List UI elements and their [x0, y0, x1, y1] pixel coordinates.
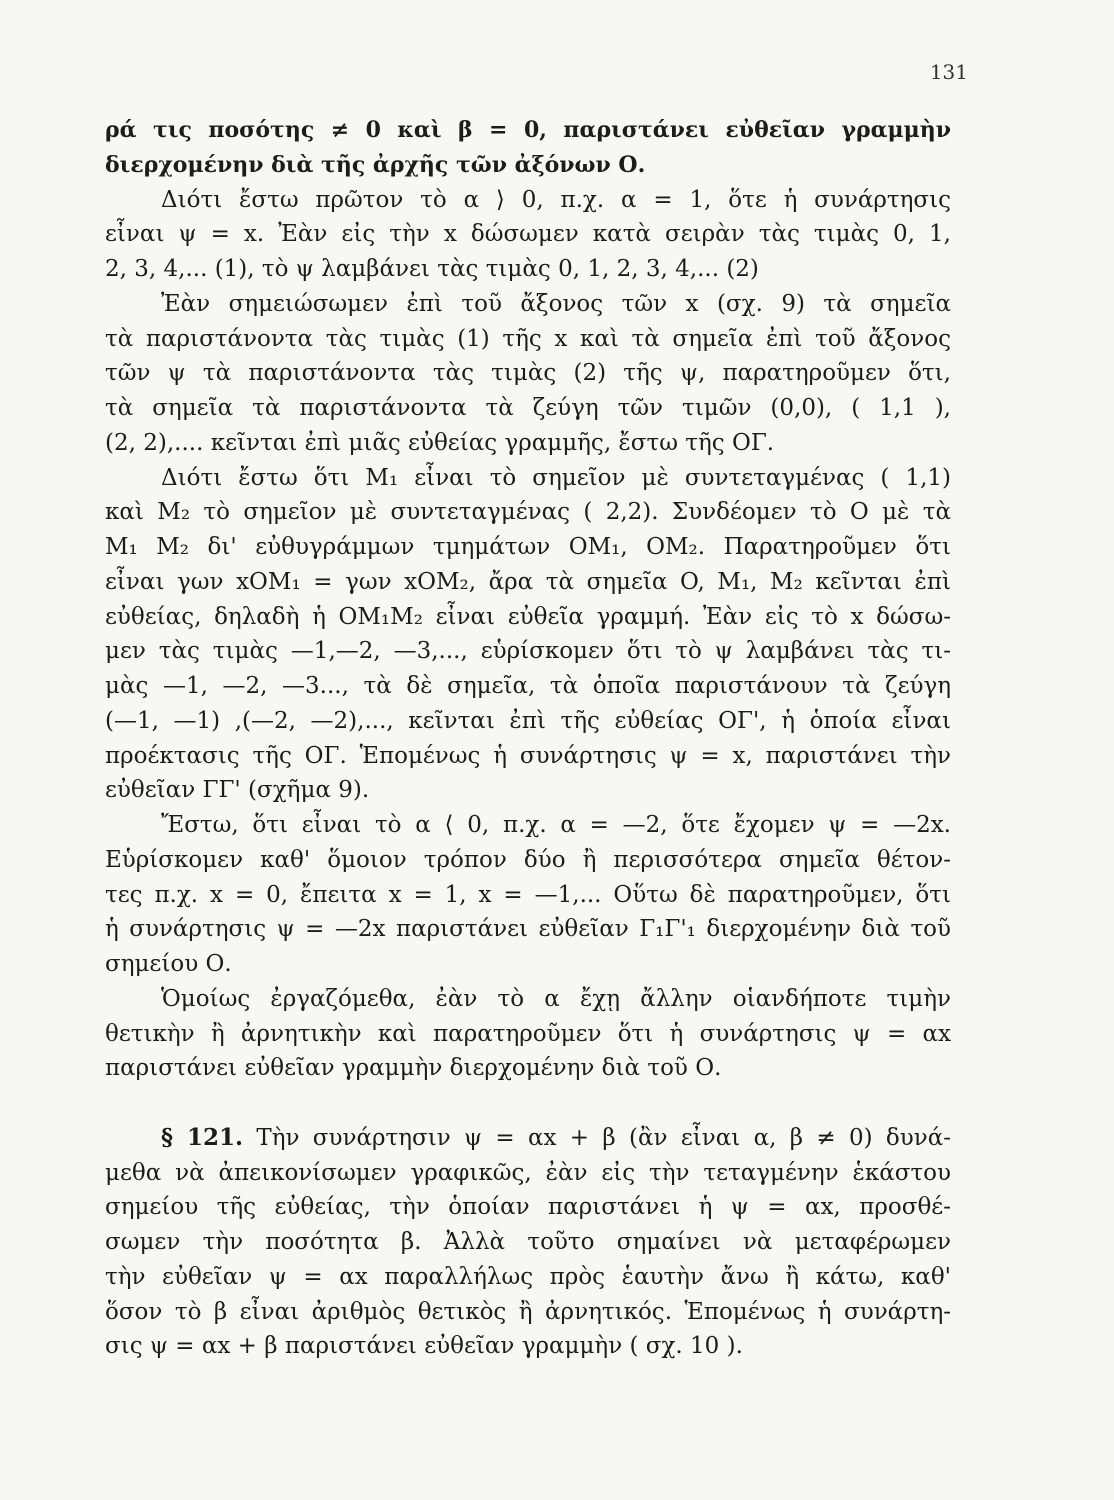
text-line: εἶναι ψ = x. Ἐὰν εἰς τὴν x δώσωμεν κατὰ σειρὰν τὰς τιμὰς 0, 1,: [105, 221, 951, 248]
text-line: (—1, —1) ,(—2, —2),..., κεῖνται ἐπὶ τῆς εὐθείας ΟΓ', ἡ ὁποία εἶναι: [105, 707, 951, 734]
text-line: M₁ M₂ δι' εὐθυγράμμων τμημάτων OM₁, OM₂. Παρατηροῦμεν ὅτι: [105, 534, 951, 560]
text-line: σημείου Ο.: [105, 951, 232, 977]
text-line: 2, 3, 4,... (1), τὸ ψ λαμβάνει τὰς τιμὰς 0, 1, 2, 3, 4,... (2): [105, 256, 759, 282]
paragraph-negative-case: [105, 808, 951, 982]
text-line: Ὁμοίως ἐργαζόμεθα, ἐὰν τὸ α ἔχῃ ἄλλην οἱανδήποτε τιμὴν: [161, 985, 951, 1012]
text-line: σημείου τῆς εὐθείας, τὴν ὁποίαν παριστάνει ἡ ψ = αx, προσθέ-: [105, 1194, 951, 1221]
text-line: σις ψ = αx + β παριστάνει εὐθεῖαν γραμμὴν ( σχ. 10 ).: [105, 1333, 743, 1360]
text-line: παριστάνει εὐθεῖαν γραμμὴν διερχομένην διὰ τοῦ Ο.: [105, 1055, 722, 1082]
paragraph-positive-case: [105, 183, 951, 287]
section-spacer: [105, 1086, 951, 1121]
text-line: μεν τὰς τιμὰς —1,—2, —3,..., εὑρίσκομεν ὅτι τὸ ψ λαμβάνει τὰς τι-: [105, 638, 951, 665]
paragraph-points-on-axes: [105, 287, 951, 461]
paragraph-intro: [105, 113, 951, 183]
paragraph-proof: [105, 461, 951, 809]
text-line: εἶναι γων xOM₁ = γων xOM₂, ἄρα τὰ σημεῖα O, M₁, M₂ κεῖνται ἐπὶ: [105, 568, 951, 595]
text-line: [105, 1121, 951, 1156]
text-line: Διότι ἔστω πρῶτον τὸ α ⟩ 0, π.χ. α = 1, ὅτε ἡ συνάρτησις: [161, 186, 951, 213]
text-line: σωμεν τὴν ποσότητα β. Ἀλλὰ τοῦτο σημαίνει νὰ μεταφέρωμεν: [105, 1229, 951, 1255]
section-121: [105, 1121, 951, 1364]
text-line: προέκτασις τῆς ΟΓ. Ἑπομένως ἡ συνάρτησις ψ = x, παριστάνει τὴν: [105, 742, 951, 769]
text-line: (2, 2),.... κεῖνται ἐπὶ μιᾶς εὐθείας γραμμῆς, ἔστω τῆς ΟΓ.: [105, 429, 775, 456]
paragraph-general-case: [105, 982, 951, 1086]
text-line: μὰς —1, —2, —3..., τὰ δὲ σημεῖα, τὰ ὁποῖα παριστάνουν τὰ ζεύγη: [105, 673, 951, 699]
text-line: Ἐὰν σημειώσωμεν ἐπὶ τοῦ ἄξονος τῶν x (σχ. 9) τὰ σημεῖα: [161, 290, 951, 317]
text-line: τὰ παριστάνοντα τὰς τιμὰς (1) τῆς x καὶ τὰ σημεῖα ἐπὶ τοῦ ἄξονος: [105, 325, 951, 352]
text-line: τες π.χ. x = 0, ἔπειτα x = 1, x = —1,... Οὕτω δὲ παρατηροῦμεν, ὅτι: [105, 881, 951, 908]
text-line: Διότι ἔστω ὅτι M₁ εἶναι τὸ σημεῖον μὲ συντεταγμένας ( 1,1): [161, 464, 951, 491]
text-line: ἡ συνάρτησις ψ = —2x παριστάνει εὐθεῖαν Γ₁Γ'₁ διερχομένην διὰ τοῦ: [105, 916, 951, 943]
body-text: [105, 113, 951, 1364]
text-line: Ἔστω, ὅτι εἶναι τὸ α ⟨ 0, π.χ. α = —2, ὅτε ἔχομεν ψ = —2x.: [161, 812, 951, 838]
text-line: Εὑρίσκομεν καθ' ὅμοιον τρόπον δύο ἢ περισσότερα σημεῖα θέτον-: [105, 846, 951, 873]
page-number: 131: [929, 60, 968, 84]
text-line: εὐθείας, δηλαδὴ ἡ OM₁M₂ εἶναι εὐθεῖα γραμμή. Ἐὰν εἰς τὸ x δώσω-: [105, 603, 951, 630]
text-line: τὴν εὐθεῖαν ψ = αx παραλλήλως πρὸς ἑαυτὴν ἄνω ἢ κάτω, καθ': [105, 1263, 951, 1290]
text-line: τὰ σημεῖα τὰ παριστάνοντα τὰ ζεύγη τῶν τιμῶν (0,0), ( 1,1 ),: [105, 395, 951, 421]
text-line: ὅσον τὸ β εἶναι ἀριθμὸς θετικὸς ἢ ἀρνητικός. Ἑπομένως ἡ συνάρτη-: [105, 1298, 951, 1325]
text-line: μεθα νὰ ἀπεικονίσωμεν γραφικῶς, ἐὰν εἰς τὴν τεταγμένην ἑκάστου: [105, 1159, 951, 1186]
text-line: διερχομένην διὰ τῆς ἀρχῆς τῶν ἀξόνων Ο.: [105, 151, 646, 178]
text-line: ρά τις ποσότης ≠ 0 καὶ β = 0, παριστάνει εὐθεῖαν γραμμὴν: [105, 117, 951, 143]
section-number: § 121.: [161, 1123, 244, 1151]
text-line: τῶν ψ τὰ παριστάνοντα τὰς τιμὰς (2) τῆς ψ, παρατηροῦμεν ὅτι,: [105, 360, 951, 387]
section-first-line: Τὴν συνάρτησιν ψ = αx + β (ἂν εἶναι α, β ≠ 0) δυνά-: [256, 1124, 951, 1151]
text-line: καὶ M₂ τὸ σημεῖον μὲ συντεταγμένας ( 2,2). Συνδέομεν τὸ Ο μὲ τὰ: [105, 499, 951, 526]
text-line: θετικὴν ἢ ἀρνητικὴν καὶ παρατηροῦμεν ὅτι ἡ συνάρτησις ψ = αx: [105, 1020, 951, 1047]
text-line: εὐθεῖαν ΓΓ' (σχῆμα 9).: [105, 777, 370, 804]
